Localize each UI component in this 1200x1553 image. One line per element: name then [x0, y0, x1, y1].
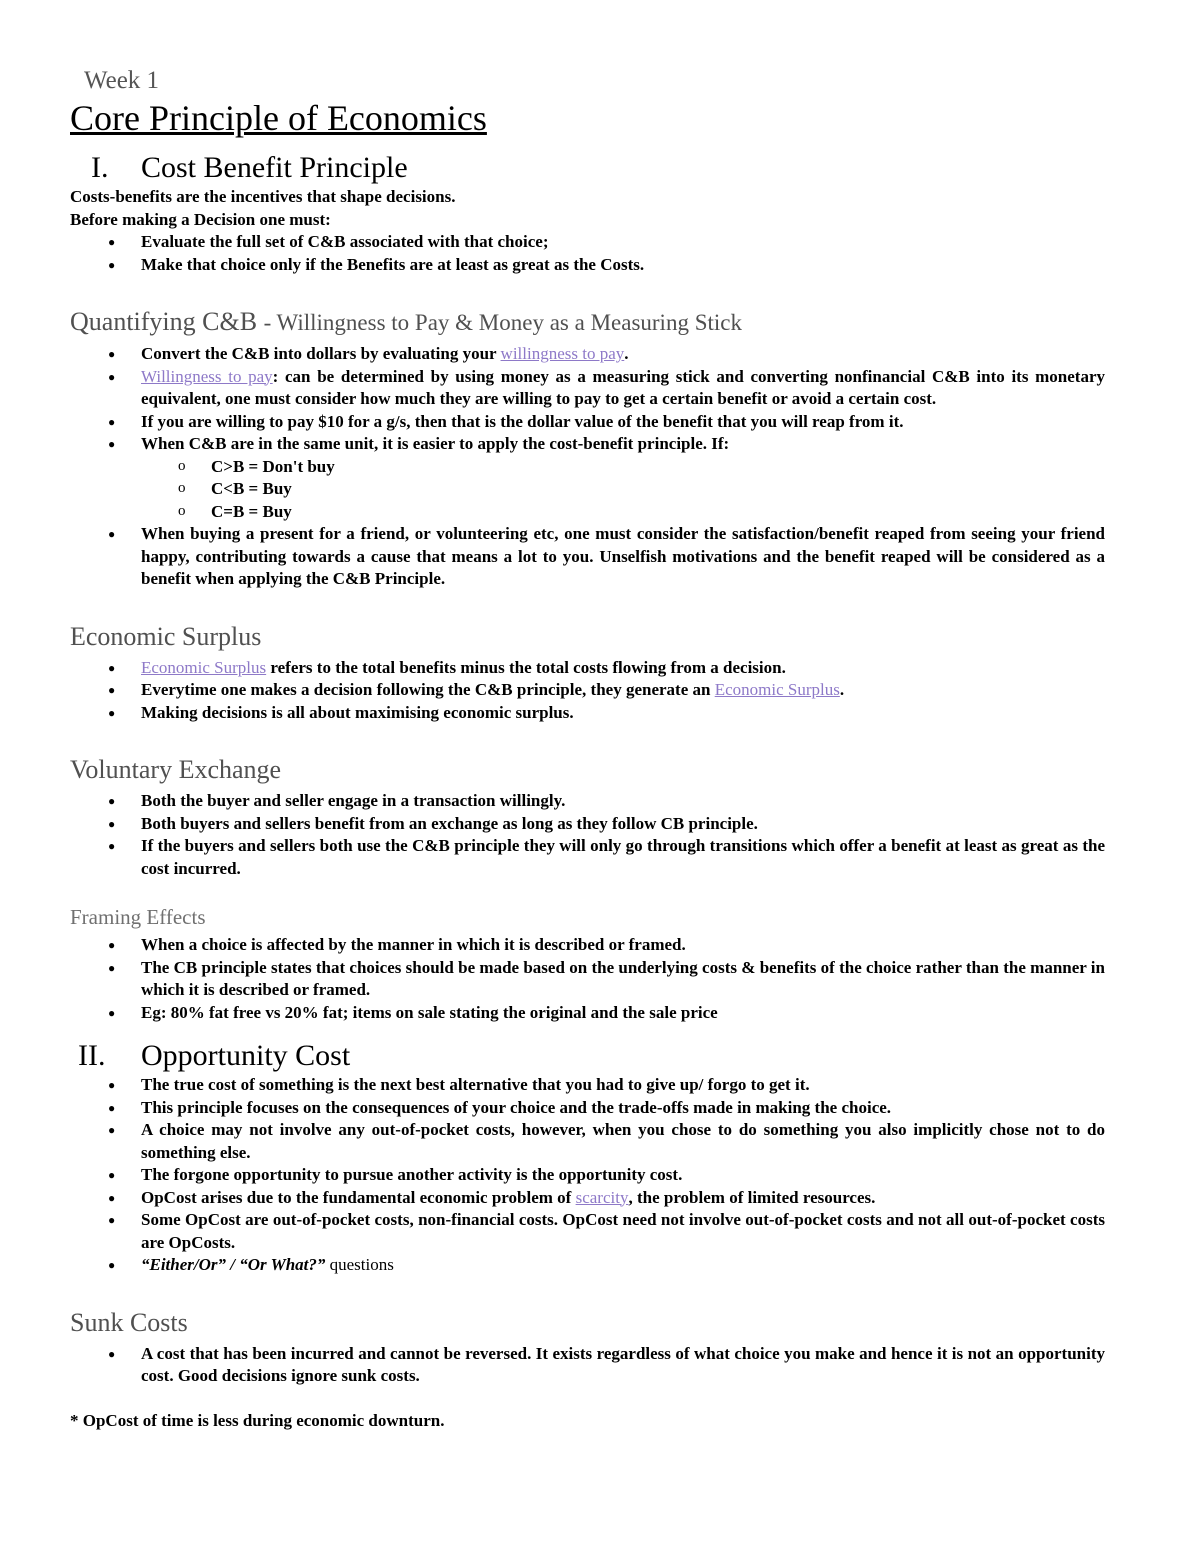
list-item: ● The CB principle states that choices should be made based on the underlying costs & benefits of the choice rather than the manner in which it is described or framed.	[70, 957, 1105, 1002]
list-item: ● This principle focuses on the consequences of your choice and the trade-offs made in making the choice.	[70, 1097, 1105, 1120]
bullet-list	[70, 1074, 1105, 1277]
section-heading-cost-benefit: I. Cost Benefit Principle	[91, 151, 408, 184]
paragraph-line: Costs-benefits are the incentives that shape decisions.	[70, 187, 456, 206]
list-item: ● When a choice is affected by the manner in which it is described or framed.	[70, 934, 1105, 957]
list-item: ● Everytime one makes a decision following the C&B principle, they generate an Economic Surplus.	[70, 679, 1105, 702]
week-label: Week 1	[84, 67, 160, 94]
bullet-list	[70, 231, 1105, 276]
list-item: ● Convert the C&B into dollars by evaluating your willingness to pay.	[70, 343, 1105, 366]
list-item: ● When buying a present for a friend, or volunteering etc, one must consider the satisfaction/benefit reaped from seeing your friend happy, contributing towards a cause that means a lot to you. Unselfish motivations and the benefit reaped will be considered as a benefit when applying the C&B Principle.	[70, 523, 1105, 591]
list-item: ● Economic Surplus refers to the total benefits minus the total costs flowing from a decision.	[70, 657, 1105, 680]
sub-list-item: o C=B = Buy	[70, 501, 1105, 524]
scarcity-link[interactable]: scarcity	[575, 1187, 629, 1207]
list-item: ● Both the buyer and seller engage in a transaction willingly.	[70, 790, 1105, 813]
list-item: ● Make that choice only if the Benefits are at least as great as the Costs.	[70, 254, 1105, 277]
list-item: ● OpCost arises due to the fundamental economic problem of scarcity, the problem of limited resources.	[70, 1187, 1105, 1210]
list-item: ● When C&B are in the same unit, it is easier to apply the cost-benefit principle. If:	[70, 433, 1105, 456]
list-item: ● A choice may not involve any out-of-pocket costs, however, when you chose to do something you also implicitly chose not to do something else.	[70, 1119, 1105, 1164]
heading-economic-surplus: Economic Surplus	[70, 621, 262, 651]
list-item: ● A cost that has been incurred and cannot be reversed. It exists regardless of what choice you make and hence it is not an opportunity cost. Good decisions ignore sunk costs.	[70, 1343, 1105, 1388]
heading-quantifying: Quantifying C&B - Willingness to Pay & Money as a Measuring Stick	[70, 307, 742, 336]
list-item: ● The true cost of something is the next best alternative that you had to give up/ forgo to get it.	[70, 1074, 1105, 1097]
bullet-list	[70, 790, 1105, 880]
economic-surplus-link[interactable]: Economic Surplus	[714, 680, 840, 699]
list-item: ● Willingness to pay: can be determined by using money as a measuring stick and converting nonfinancial C&B into its monetary equivalent, one must consider how much they are willing to pay to get a certain benefit or avoid a certain cost.	[70, 366, 1105, 411]
bullet-list	[70, 1343, 1105, 1388]
bullet-list	[70, 934, 1105, 1024]
sub-list-item: o C>B = Don't buy	[70, 456, 1105, 479]
section-heading-opportunity-cost: II. Opportunity Cost	[78, 1039, 351, 1072]
document-page	[70, 66, 1105, 1432]
list-item: ● If you are willing to pay $10 for a g/s, then that is the dollar value of the benefit that you will reap from it.	[70, 411, 1105, 434]
list-item: ● Evaluate the full set of C&B associated with that choice;	[70, 231, 1105, 254]
sub-list-item: o C<B = Buy	[70, 478, 1105, 501]
heading-sunk-costs: Sunk Costs	[70, 1307, 188, 1337]
document-title: Core Principle of Economics	[70, 98, 487, 138]
willingness-to-pay-link[interactable]: Willingness to pay	[141, 366, 273, 386]
bullet-list	[70, 343, 1105, 591]
heading-voluntary-exchange: Voluntary Exchange	[70, 755, 282, 784]
list-item: ● If the buyers and sellers both use the C&B principle they will only go through transitions which offer a benefit at least as great as the cost incurred.	[70, 835, 1105, 880]
willingness-to-pay-link[interactable]: willingness to pay	[500, 344, 625, 363]
bullet-list	[70, 657, 1105, 725]
list-item: ● The forgone opportunity to pursue another activity is the opportunity cost.	[70, 1164, 1105, 1187]
list-item: ● “Either/Or” / “Or What?” questions	[70, 1254, 1105, 1277]
list-item: ● Making decisions is all about maximising economic surplus.	[70, 702, 1105, 725]
economic-surplus-link[interactable]: Economic Surplus	[141, 657, 267, 677]
footnote: * OpCost of time is less during economic downturn.	[70, 1410, 445, 1430]
list-item: ● Both buyers and sellers benefit from an exchange as long as they follow CB principle.	[70, 813, 1105, 836]
list-item: ● Eg: 80% fat free vs 20% fat; items on sale stating the original and the sale price	[70, 1002, 1105, 1025]
heading-framing-effects: Framing Effects	[70, 905, 206, 929]
list-item: ● Some OpCost are out-of-pocket costs, non-financial costs. OpCost need not involve out-of-pocket costs and not all out-of-pocket costs are OpCosts.	[70, 1209, 1105, 1254]
paragraph-line: Before making a Decision one must:	[70, 209, 331, 229]
